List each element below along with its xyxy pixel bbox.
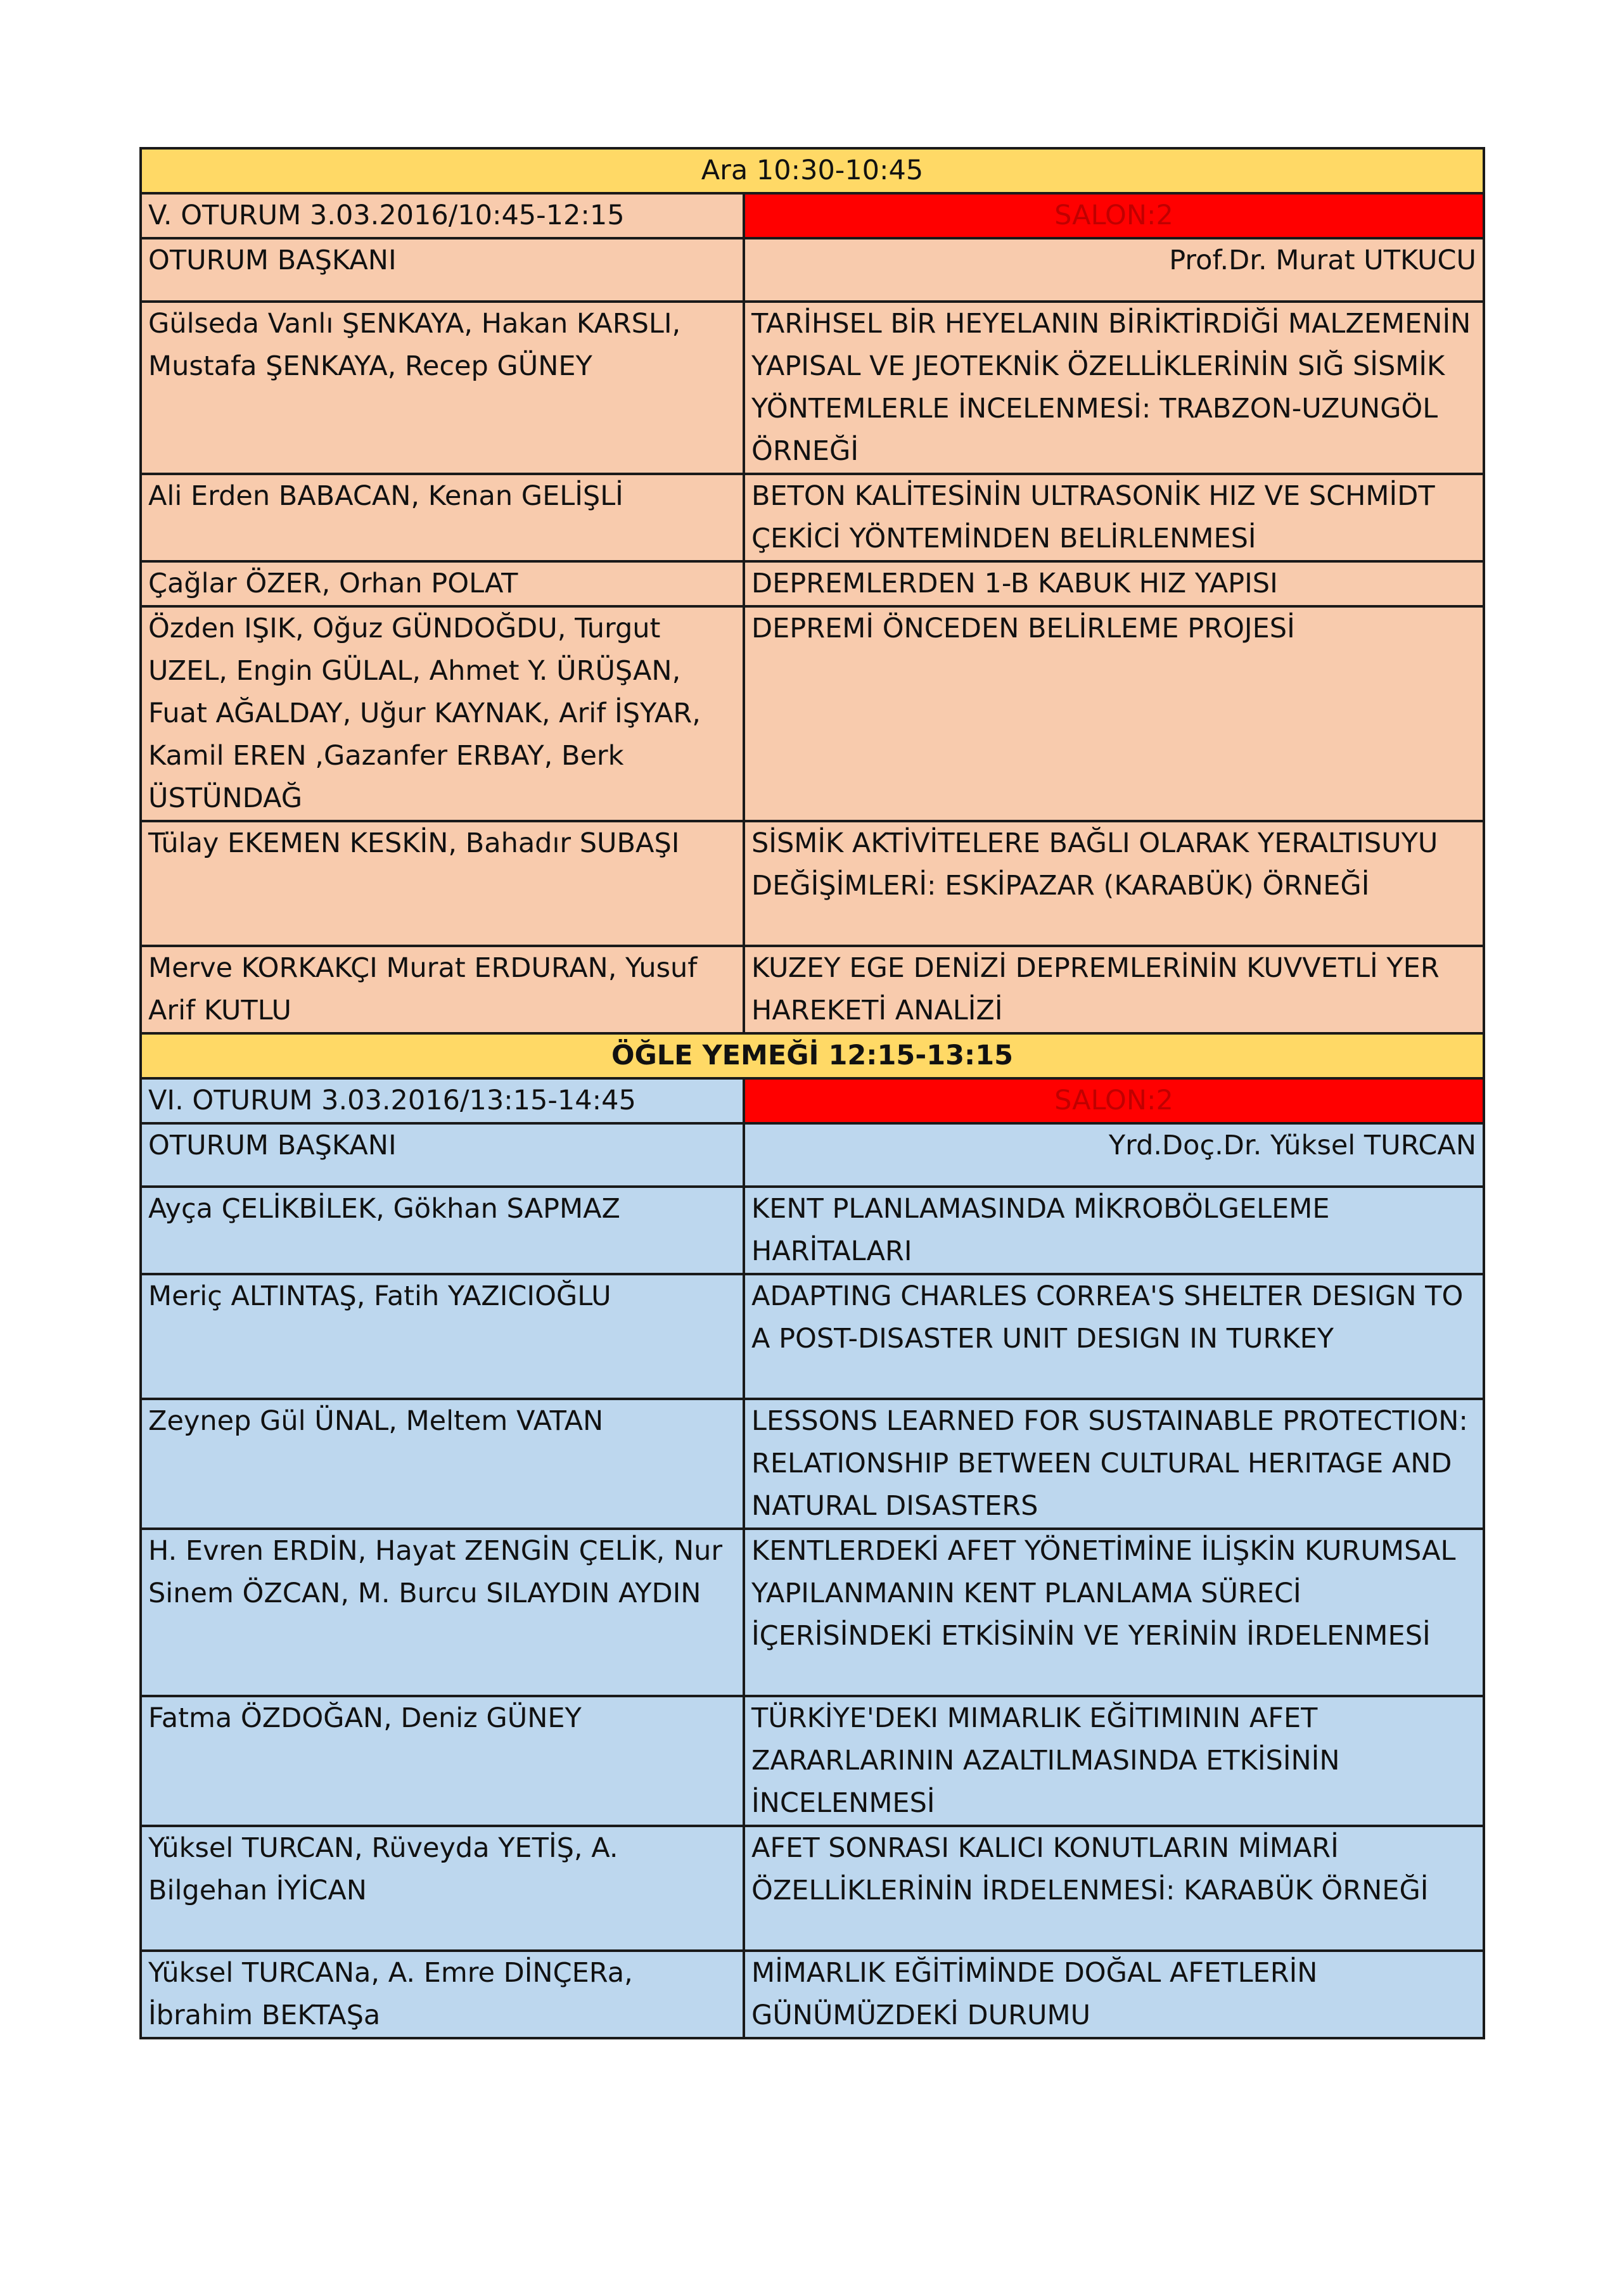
chair-label: OTURUM BAŞKANI bbox=[141, 1123, 744, 1187]
break-label: Ara 10:30-10:45 bbox=[141, 148, 1484, 193]
paper-row bbox=[141, 1187, 1484, 1274]
break-row bbox=[141, 148, 1484, 193]
paper-authors: Gülseda Vanlı ŞENKAYA, Hakan KARSLI, Mustafa ŞENKAYA, Recep GÜNEY bbox=[141, 302, 744, 474]
paper-title: LESSONS LEARNED FOR SUSTAINABLE PROTECTION: RELATIONSHIP BETWEEN CULTURAL HERITAGE AND NATURAL DISASTERS bbox=[744, 1399, 1484, 1529]
paper-title: BETON KALİTESİNİN ULTRASONİK HIZ VE SCHMİDT ÇEKİCİ YÖNTEMİNDEN BELİRLENMESİ bbox=[744, 474, 1484, 561]
paper-title: TÜRKİYE'DEKI MIMARLIK EĞİTIMININ AFET ZARARLARININ AZALTILMASINDA ETKİSİNİN İNCELENMESİ bbox=[744, 1696, 1484, 1826]
session-chair: Yrd.Doç.Dr. Yüksel TURCAN bbox=[744, 1123, 1484, 1187]
paper-row bbox=[141, 821, 1484, 946]
paper-authors: Zeynep Gül ÜNAL, Meltem VATAN bbox=[141, 1399, 744, 1529]
paper-title: DEPREMLERDEN 1-B KABUK HIZ YAPISI bbox=[744, 561, 1484, 606]
paper-authors: H. Evren ERDİN, Hayat ZENGİN ÇELİK, Nur Sinem ÖZCAN, M. Burcu SILAYDIN AYDIN bbox=[141, 1529, 744, 1696]
paper-row bbox=[141, 1826, 1484, 1951]
salon-label: SALON:2 bbox=[744, 1078, 1484, 1123]
paper-title: DEPREMİ ÖNCEDEN BELİRLEME PROJESİ bbox=[744, 606, 1484, 821]
program-table bbox=[139, 147, 1485, 2039]
paper-row bbox=[141, 1274, 1484, 1399]
paper-title: MİMARLIK EĞİTİMİNDE DOĞAL AFETLERİN GÜNÜMÜZDEKİ DURUMU bbox=[744, 1951, 1484, 2038]
paper-authors: Merve KORKAKÇI Murat ERDURAN, Yusuf Arif KUTLU bbox=[141, 946, 744, 1033]
paper-row bbox=[141, 1399, 1484, 1529]
paper-authors: Tülay EKEMEN KESKİN, Bahadır SUBAŞI bbox=[141, 821, 744, 946]
paper-authors: Meriç ALTINTAŞ, Fatih YAZICIOĞLU bbox=[141, 1274, 744, 1399]
paper-title: KUZEY EGE DENİZİ DEPREMLERİNİN KUVVETLİ YER HAREKETİ ANALİZİ bbox=[744, 946, 1484, 1033]
paper-row bbox=[141, 1529, 1484, 1696]
paper-authors: Yüksel TURCANa, A. Emre DİNÇERa, İbrahim BEKTAŞa bbox=[141, 1951, 744, 2038]
session-chair: Prof.Dr. Murat UTKUCU bbox=[744, 238, 1484, 302]
paper-title: SİSMİK AKTİVİTELERE BAĞLI OLARAK YERALTISUYU DEĞİŞİMLERİ: ESKİPAZAR (KARABÜK) ÖRNEĞİ bbox=[744, 821, 1484, 946]
paper-title: TARİHSEL BİR HEYELANIN BİRİKTİRDİĞİ MALZEMENİN YAPISAL VE JEOTEKNİK ÖZELLİKLERİNİN SIĞ SİSMİK YÖNTEMLERLE İNCELENMESİ: TRABZON-UZUNGÖL ÖRNEĞİ bbox=[744, 302, 1484, 474]
session-title: VI. OTURUM 3.03.2016/13:15-14:45 bbox=[141, 1078, 744, 1123]
session-chair-row bbox=[141, 238, 1484, 302]
chair-label: OTURUM BAŞKANI bbox=[141, 238, 744, 302]
paper-authors: Ali Erden BABACAN, Kenan GELİŞLİ bbox=[141, 474, 744, 561]
session-title: V. OTURUM 3.03.2016/10:45-12:15 bbox=[141, 193, 744, 238]
paper-authors: Fatma ÖZDOĞAN, Deniz GÜNEY bbox=[141, 1696, 744, 1826]
paper-authors: Ayça ÇELİKBİLEK, Gökhan SAPMAZ bbox=[141, 1187, 744, 1274]
paper-title: AFET SONRASI KALICI KONUTLARIN MİMARİ ÖZELLİKLERİNİN İRDELENMESİ: KARABÜK ÖRNEĞİ bbox=[744, 1826, 1484, 1951]
paper-row bbox=[141, 1696, 1484, 1826]
paper-row bbox=[141, 606, 1484, 821]
paper-title: KENTLERDEKİ AFET YÖNETİMİNE İLİŞKİN KURUMSAL YAPILANMANIN KENT PLANLAMA SÜRECİ İÇERİSİNDEKİ ETKİSİNİN VE YERİNİN İRDELENMESİ bbox=[744, 1529, 1484, 1696]
paper-title: ADAPTING CHARLES CORREA'S SHELTER DESIGN TO A POST-DISASTER UNIT DESIGN IN TURKEY bbox=[744, 1274, 1484, 1399]
paper-title: KENT PLANLAMASINDA MİKROBÖLGELEME HARİTALARI bbox=[744, 1187, 1484, 1274]
paper-row bbox=[141, 561, 1484, 606]
lunch-label: ÖĞLE YEMEĞİ 12:15-13:15 bbox=[141, 1033, 1484, 1078]
paper-row bbox=[141, 946, 1484, 1033]
paper-authors: Yüksel TURCAN, Rüveyda YETİŞ, A. Bilgehan İYİCAN bbox=[141, 1826, 744, 1951]
salon-label: SALON:2 bbox=[744, 193, 1484, 238]
paper-row bbox=[141, 474, 1484, 561]
session-header-row bbox=[141, 193, 1484, 238]
paper-authors: Çağlar ÖZER, Orhan POLAT bbox=[141, 561, 744, 606]
paper-row bbox=[141, 302, 1484, 474]
session-chair-row bbox=[141, 1123, 1484, 1187]
session-header-row bbox=[141, 1078, 1484, 1123]
lunch-row bbox=[141, 1033, 1484, 1078]
paper-row bbox=[141, 1951, 1484, 2038]
paper-authors: Özden IŞIK, Oğuz GÜNDOĞDU, Turgut UZEL, Engin GÜLAL, Ahmet Y. ÜRÜŞAN, Fuat AĞALDAY, Uğur KAYNAK, Arif İŞYAR, Kamil EREN ,Gazanfer ERBAY, Berk ÜSTÜNDAĞ bbox=[141, 606, 744, 821]
